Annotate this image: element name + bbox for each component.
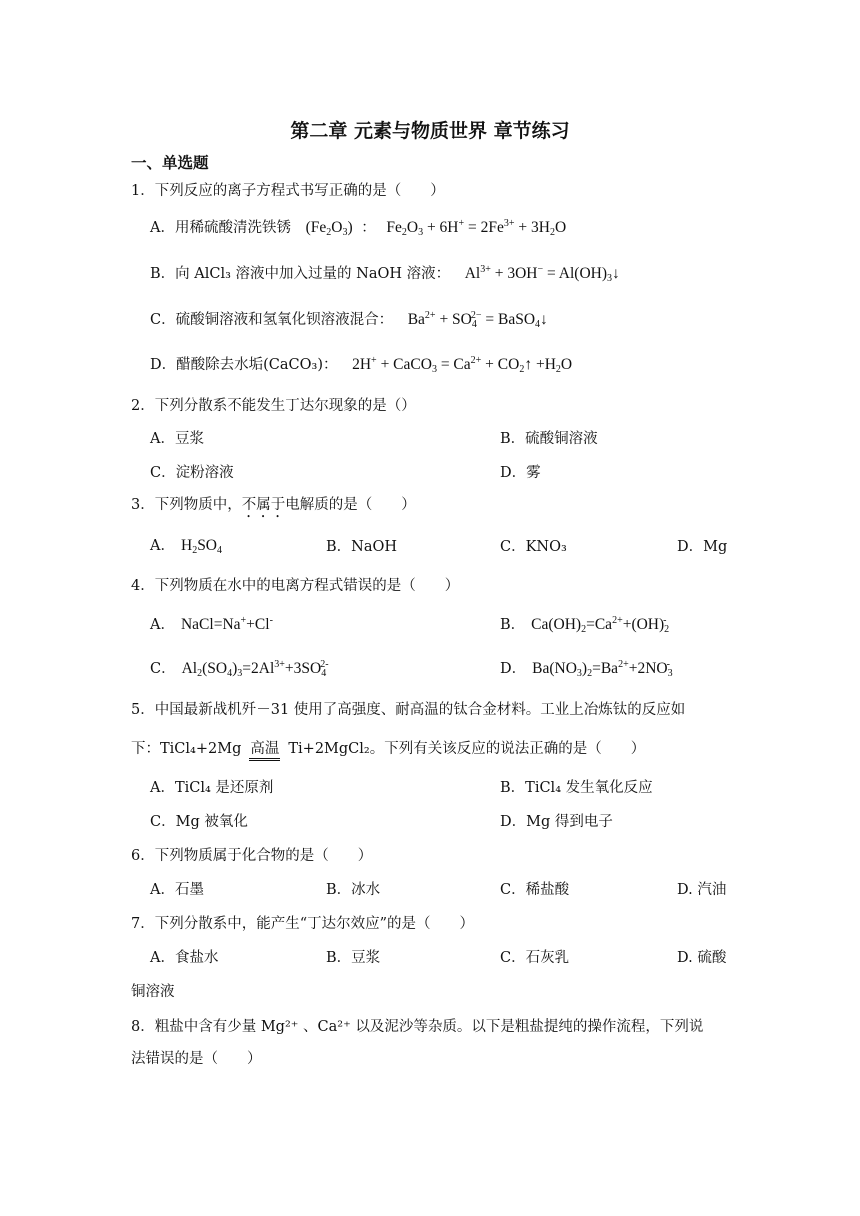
question-8-line-1: 8．粗盐中含有少量 Mg²⁺ 、Ca²⁺ 以及泥沙等杂质。以下是粗盐提纯的操作流程，下列说 bbox=[131, 1019, 704, 1035]
reaction-condition: 高温 bbox=[249, 740, 280, 761]
question-4-option-c: C． $Al_2(SO_4)_3=2Al^{3+}+3SO_4^{2-}$ bbox=[150, 659, 329, 679]
question-6-option-b: B．冰水 bbox=[326, 882, 381, 898]
question-5-option-a: A．TiCl₄ 是还原剂 bbox=[150, 780, 274, 796]
question-7-option-d-continued: 铜溶液 bbox=[131, 984, 175, 1000]
question-3-option-c: C．KNO₃ bbox=[500, 539, 567, 555]
question-4-option-a: A． NaCl=Na++Cl- bbox=[150, 615, 273, 633]
question-2-option-d: D．雾 bbox=[500, 465, 541, 481]
question-8-line-2: 法错误的是（ ） bbox=[131, 1051, 262, 1067]
question-5-option-c: C．Mg 被氧化 bbox=[150, 814, 248, 830]
question-1-option-c: C．硫酸铜溶液和氢氧化钡溶液混合： $Ba^{2+} + SO_4^{2-}$ = BaSO$_4$↓ bbox=[150, 310, 548, 330]
question-1-option-a: A．用稀硫酸清洗铁锈 $(Fe_2O_3)$ ： $Fe_2O_3 + 6H^+ = 2Fe^{3+} + 3H_2O$ bbox=[150, 218, 567, 238]
question-6-option-d: D. 汽油 bbox=[677, 882, 727, 898]
question-3-stem: 3．下列物质中，不属于电解质的是（ ） bbox=[131, 497, 416, 513]
question-7-option-a: A．食盐水 bbox=[150, 950, 219, 966]
question-6-stem: 6．下列物质属于化合物的是（ ） bbox=[131, 848, 373, 864]
question-7-option-c: C．石灰乳 bbox=[500, 950, 570, 966]
question-4-option-b: B． $Ca(OH)_2=Ca^{2+}+(OH)_2^-$ bbox=[500, 615, 670, 635]
page-title: 第二章 元素与物质世界 章节练习 bbox=[290, 120, 570, 142]
question-5-line-2: 下：TiCl₄+2Mg 高温 Ti+2MgCl₂。下列有关该反应的说法正确的是（ ） bbox=[131, 737, 645, 761]
question-4-stem: 4．下列物质在水中的电离方程式错误的是（ ） bbox=[131, 578, 460, 594]
question-3-option-d: D．Mg bbox=[677, 539, 728, 555]
question-7-option-b: B．豆浆 bbox=[326, 950, 381, 966]
question-7-stem: 7．下列分散系中，能产生“丁达尔效应”的是（ ） bbox=[131, 916, 475, 932]
question-2-option-b: B．硫酸铜溶液 bbox=[500, 431, 598, 447]
emphasis-dots: 不属于 bbox=[241, 497, 286, 513]
section-heading: 一、单选题 bbox=[131, 154, 209, 172]
question-6-option-a: A．石墨 bbox=[150, 882, 204, 898]
question-4-option-d: D． $Ba(NO_3)_2=Ba^{2+}+2NO_3^-$ bbox=[500, 659, 673, 679]
question-5-line-1: 5．中国最新战机歼－31 使用了高强度、耐高温的钛合金材料。工业上冶炼钛的反应如 bbox=[131, 702, 686, 718]
question-6-option-c: C．稀盐酸 bbox=[500, 882, 570, 898]
question-3-option-b: B．NaOH bbox=[326, 539, 398, 555]
question-1-stem: 1．下列反应的离子方程式书写正确的是（ ） bbox=[131, 183, 445, 199]
question-5-option-b: B．TiCl₄ 发生氧化反应 bbox=[500, 780, 653, 796]
question-5-option-d: D．Mg 得到电子 bbox=[500, 814, 613, 830]
question-2-option-c: C．淀粉溶液 bbox=[150, 465, 234, 481]
question-3-option-a: A． $H_2SO_4$ bbox=[150, 537, 223, 556]
question-1-option-d: D．醋酸除去水垢(CaCO₃)： 2H+ + CaCO$_3$ = $Ca^{2+}$ + $CO_2↑ +H_2O$ bbox=[150, 355, 573, 375]
question-2-stem: 2．下列分散系不能发生丁达尔现象的是（） bbox=[131, 398, 416, 414]
question-7-option-d: D. 硫酸 bbox=[677, 950, 727, 966]
question-1-option-b: B．向 AlCl₃ 溶液中加入过量的 NaOH 溶液： $Al^{3+} + 3OH^-$ = $Al(OH)_3↓$ bbox=[150, 264, 620, 284]
question-2-option-a: A．豆浆 bbox=[150, 431, 204, 447]
